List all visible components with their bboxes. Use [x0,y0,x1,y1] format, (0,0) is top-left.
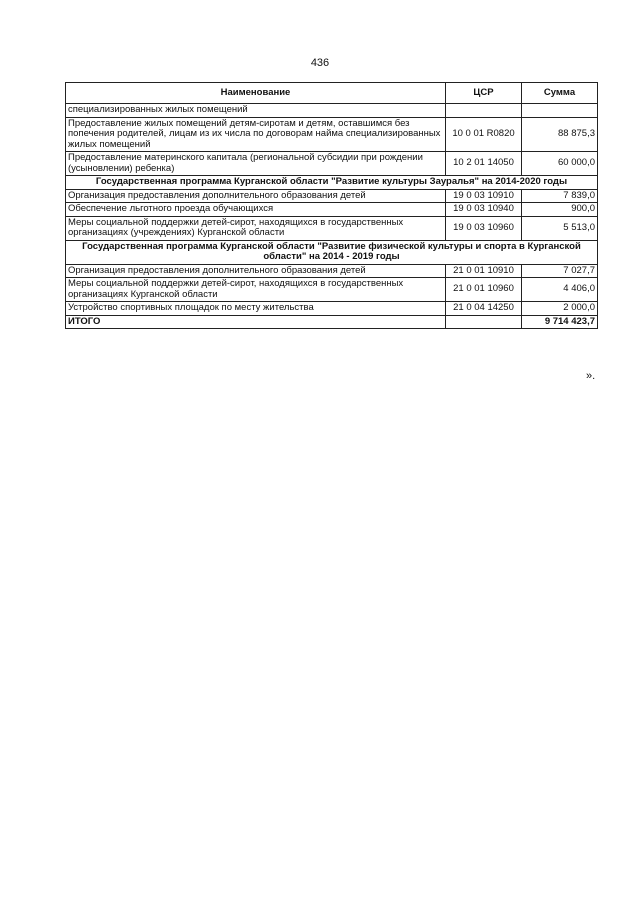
table-row [66,189,598,203]
table-row [66,264,598,278]
table-row [66,278,598,302]
program-title: Государственная программа Курганской области "Развитие культуры Зауралья" на 2014-2020 годы [66,176,598,190]
row-code: 21 0 04 14250 [446,302,522,316]
row-name: Предоставление жилых помещений детям-сиротам и детям, оставшимся без попечения родителей, лицам из их числа по договорам найма специализированных жилых помещений [66,117,446,152]
row-sum: 4 406,0 [522,278,598,302]
row-sum: 7 027,7 [522,264,598,278]
row-code: 21 0 01 10960 [446,278,522,302]
row-code: 19 0 03 10960 [446,216,522,240]
closing-quote-mark: ». [586,370,596,382]
row-code: 19 0 03 10910 [446,189,522,203]
row-sum [522,104,598,118]
budget-table [65,82,598,329]
total-sum: 9 714 423,7 [522,315,598,329]
row-sum: 5 513,0 [522,216,598,240]
program-section-row [66,176,598,190]
header-code: ЦСР [446,83,522,104]
row-name: Меры социальной поддержки детей-сирот, находящихся в государственных организациях Курганской области [66,278,446,302]
row-code: 10 2 01 14050 [446,152,522,176]
table-row [66,117,598,152]
row-name: специализированных жилых помещений [66,104,446,118]
total-row [66,315,598,329]
table-row [66,104,598,118]
row-code: 19 0 03 10940 [446,203,522,217]
page-number: 436 [310,57,330,69]
row-name: Предоставление материнского капитала (региональной субсидии при рождении (усыновлении) ребенка) [66,152,446,176]
total-label: ИТОГО [66,315,446,329]
row-name: Организация предоставления дополнительного образования детей [66,189,446,203]
header-name: Наименование [66,83,446,104]
program-title: Государственная программа Курганской области "Развитие физической культуры и спорта в Курганской области" на 2014 - 2019 годы [66,240,598,264]
table-row [66,203,598,217]
row-name: Устройство спортивных площадок по месту жительства [66,302,446,316]
total-code [446,315,522,329]
row-code: 10 0 01 R0820 [446,117,522,152]
row-code [446,104,522,118]
table-row [66,152,598,176]
header-sum: Сумма [522,83,598,104]
row-sum: 60 000,0 [522,152,598,176]
row-name: Меры социальной поддержки детей-сирот, находящихся в государственных организациях (учреждениях) Курганской области [66,216,446,240]
table-row [66,216,598,240]
row-sum: 7 839,0 [522,189,598,203]
row-sum: 88 875,3 [522,117,598,152]
row-sum: 2 000,0 [522,302,598,316]
row-name: Организация предоставления дополнительного образования детей [66,264,446,278]
table-row [66,302,598,316]
program-section-row [66,240,598,264]
row-name: Обеспечение льготного проезда обучающихся [66,203,446,217]
table-header-row [66,83,598,104]
row-code: 21 0 01 10910 [446,264,522,278]
row-sum: 900,0 [522,203,598,217]
